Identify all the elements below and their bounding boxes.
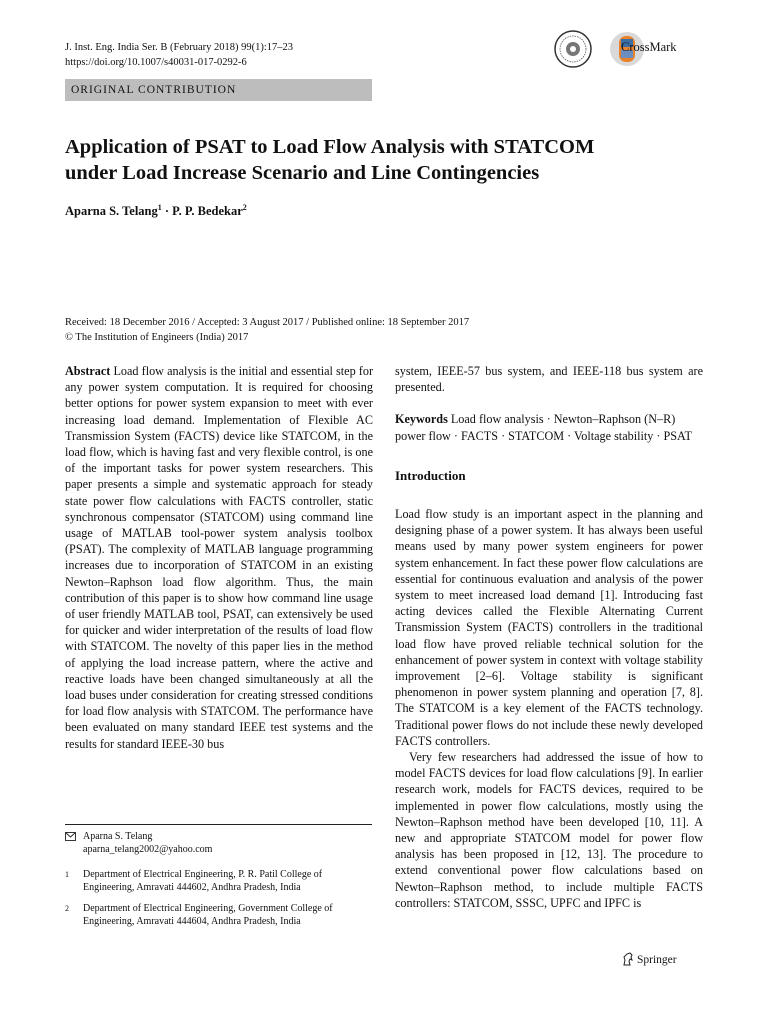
keywords (395, 411, 703, 443)
introduction-heading: Introduction (395, 467, 466, 483)
affiliation-2 (65, 902, 373, 928)
introduction-paragraph-2: Very few researchers had addressed the issue of how to model FACTS devices for load flow calculations [9]. In earlier research work, models for FACTS devices, required to be implemented in power flow calculations, mostly using the Newton–Raphson method have been developed [10, 11]. A new and appropriate STATCOM model for power flow analysis has been proposed in [12, 13]. The procedure to extend conventional power flow calculations based on Newton–Raphson method, to include multiple FACTS controllers: STATCOM, SSSC, UPFC and IPFC is (395, 750, 703, 910)
envelope-icon (65, 832, 76, 841)
seal-logo-icon (555, 31, 591, 67)
doi-link[interactable]: https://doi.org/10.1007/s40031-017-0292-6 (65, 57, 247, 68)
abstract-label: Abstract (65, 364, 111, 378)
title-line-1: Application of PSAT to Load Flow Analysis with STATCOM (65, 136, 595, 158)
left-column (65, 363, 373, 752)
keywords-text: Load flow analysis · Newton–Raphson (N–R) power flow · FACTS · STATCOM · Voltage stability · PSAT (395, 412, 692, 443)
introduction-paragraph-1: Load flow study is an important aspect in the planning and designing phase of a power system. It has always been useful means used by many power system engineers for power system enhancement. In fact these power flow calculations are essential for continuous evaluation and analysis of the power system to meet increased load demand [1]. Introducing fast acting devices called the Flexible Alternating Current Transmission System (FACTS) controllers in the traditional load flow have proved reliable technical solution for the enhancement of power system in context with voltage stability improvement [2–6]. Voltage stability is significant phenomenon in power system planning and operation [7, 8]. The STATCOM is a key element of the FACTS technology. Traditional power flows do not include these newly developed FACTS controllers. (395, 507, 703, 748)
affiliation-1 (65, 868, 373, 894)
author-list (65, 203, 247, 219)
right-column (395, 363, 703, 911)
author-2[interactable]: P. P. Bedekar (172, 204, 243, 219)
abstract (65, 363, 373, 752)
abstract-continuation: system, IEEE-57 bus system, and IEEE-118 bus system are presented. (395, 364, 703, 395)
article-type-banner: ORIGINAL CONTRIBUTION (65, 79, 372, 101)
corresponding-author (65, 830, 212, 856)
author-separator: · (161, 204, 173, 219)
journal-citation: J. Inst. Eng. India Ser. B (February 2018) 99(1):17–23 (65, 42, 294, 53)
author-2-affiliation: 2 (242, 203, 247, 212)
crossmark-label[interactable]: CrossMark (621, 40, 677, 54)
publisher-footer (622, 952, 677, 966)
paper-title (65, 134, 705, 186)
affiliation-2-text: Department of Electrical Engineering, Government College of Engineering, Amravati 444604, Andhra Pradesh, India (83, 903, 333, 927)
footnote-divider (65, 824, 372, 825)
publication-dates: Received: 18 December 2016 / Accepted: 3 August 2017 / Published online: 18 September 2017 (65, 317, 470, 328)
abstract-text: Load flow analysis is the initial and essential step for any power system computation. It is required for choosing better options for power system expansion to meet with ever increasing load demand. Implementation of Flexible AC Transmission System (FACTS) device like STATCOM, in the load flow, which is having fast and very flexible control, is one of the important tasks for power system researchers. This paper presents a simple and systematic approach for steady state power flow calculations with FACTS controller, static synchronous compensator (STATCOM) using command line usage of MATLAB tool-power system analysis toolbox (PSAT). The complexity of MATLAB language programming increases due to incorporation of STATCOM in an existing Newton–Raphson load flow algorithm. Thus, the main contribution of this paper is to show how command line usage of user friendly MATLAB tool, PSAT, can extensively be used for quicker and wider interpretation of the results of load flow with STATCOM. The novelty of this paper lies in the method of applying the load increase pattern, where the active and reactive loads have been changed simultaneously at all the load buses under consideration for creating stressed conditions for load flow analysis with STATCOM. The performance have been evaluated on many standard IEEE test systems and the results for standard IEEE-30 bus (65, 364, 373, 751)
corresponding-author-name: Aparna S. Telang (83, 831, 153, 842)
author-1[interactable]: Aparna S. Telang (65, 204, 158, 219)
keywords-label: Keywords (395, 412, 448, 427)
title-line-2: under Load Increase Scenario and Line Contingencies (65, 162, 540, 184)
corresponding-author-email[interactable]: aparna_telang2002@yahoo.com (83, 844, 213, 855)
author-1-affiliation: 1 (157, 203, 162, 212)
affiliation-1-text: Department of Electrical Engineering, P. R. Patil College of Engineering, Amravati 444602, Andhra Pradesh, India (83, 869, 323, 893)
affiliation-1-number: 1 (65, 870, 69, 879)
publisher-name: Springer (637, 954, 677, 966)
affiliation-2-number: 2 (65, 904, 69, 913)
springer-horse-icon (622, 952, 634, 966)
copyright-line: © The Institution of Engineers (India) 2017 (65, 332, 249, 343)
